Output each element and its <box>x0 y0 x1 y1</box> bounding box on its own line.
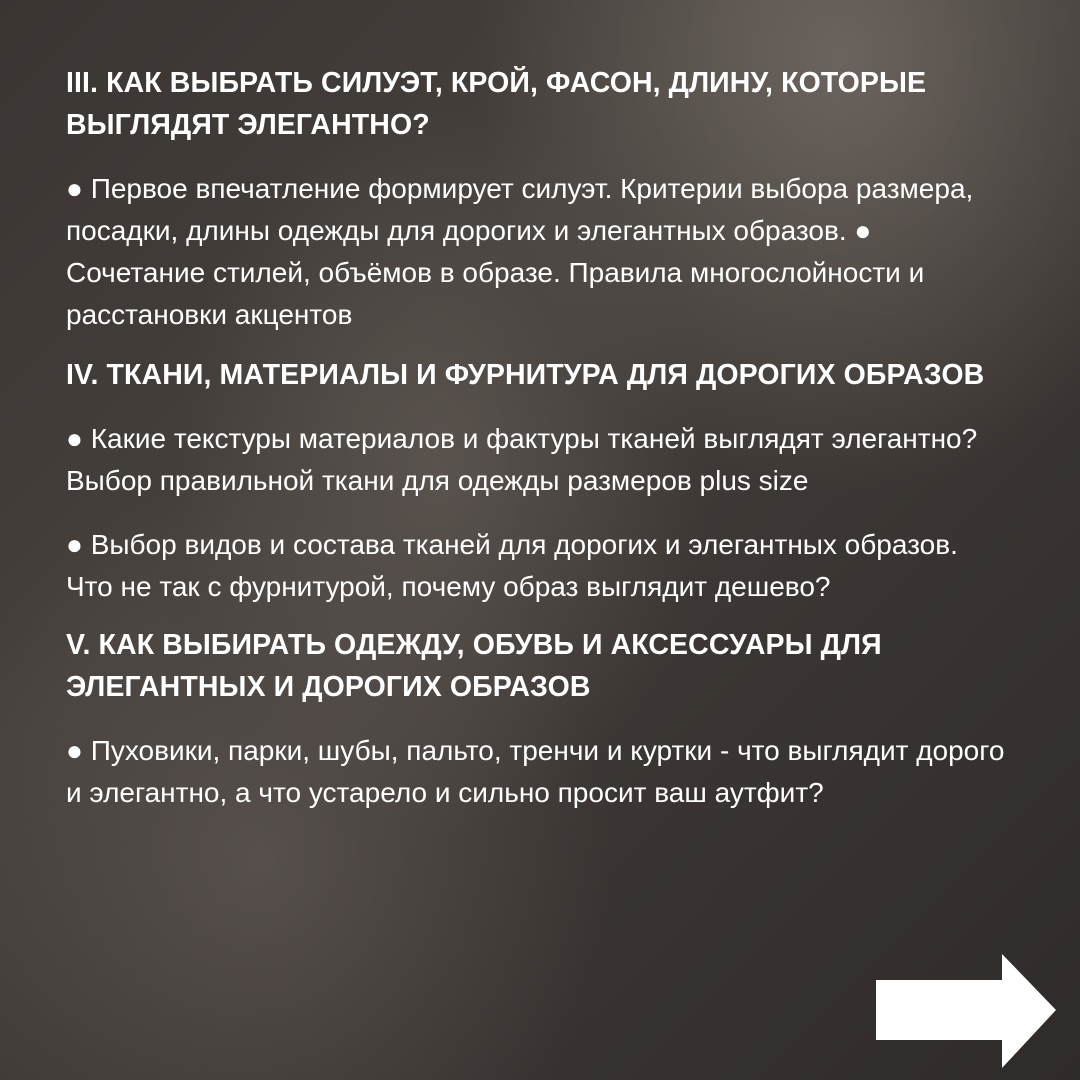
next-arrow-shape <box>876 954 1056 1068</box>
section-text-textures: ● Какие текстуры материалов и фактуры тканей выглядят элегантно? Выбор правильной ткани для одежды размеров plus size <box>66 423 978 496</box>
slide-content <box>66 62 1006 814</box>
section-heading-iv: IV. ТКАНИ, МАТЕРИАЛЫ И ФУРНИТУРА ДЛЯ ДОРОГИХ ОБРАЗОВ <box>66 359 985 391</box>
section-heading-iii: III. КАК ВЫБРАТЬ СИЛУЭТ, КРОЙ, ФАСОН, ДЛИНУ, КОТОРЫЕ ВЫГЛЯДЯТ ЭЛЕГАНТНО? <box>66 67 927 141</box>
section-text-outerwear: ● Пуховики, парки, шубы, пальто, тренчи и куртки - что выглядит дорого и элегантно, а что устарело и сильно просит ваш аутфит? <box>66 735 1005 808</box>
arrow-right-icon[interactable] <box>874 952 1058 1070</box>
section-text-fabrics: ● Выбор видов и состава тканей для дорогих и элегантных образов. Что не так с фурнитурой, почему образ выглядит дешево? <box>66 529 958 602</box>
section-heading-v: V. КАК ВЫБИРАТЬ ОДЕЖДУ, ОБУВЬ И АКСЕССУАРЫ ДЛЯ ЭЛЕГАНТНЫХ И ДОРОГИХ ОБРАЗОВ <box>66 629 882 703</box>
section-text-silhouette: ● Первое впечатление формирует силуэт. Критерии выбора размера, посадки, длины одежды для дорогих и элегантных образов. ● Сочетание стилей, объёмов в образе. Правила многослойности и расстановки акцентов <box>66 173 974 330</box>
